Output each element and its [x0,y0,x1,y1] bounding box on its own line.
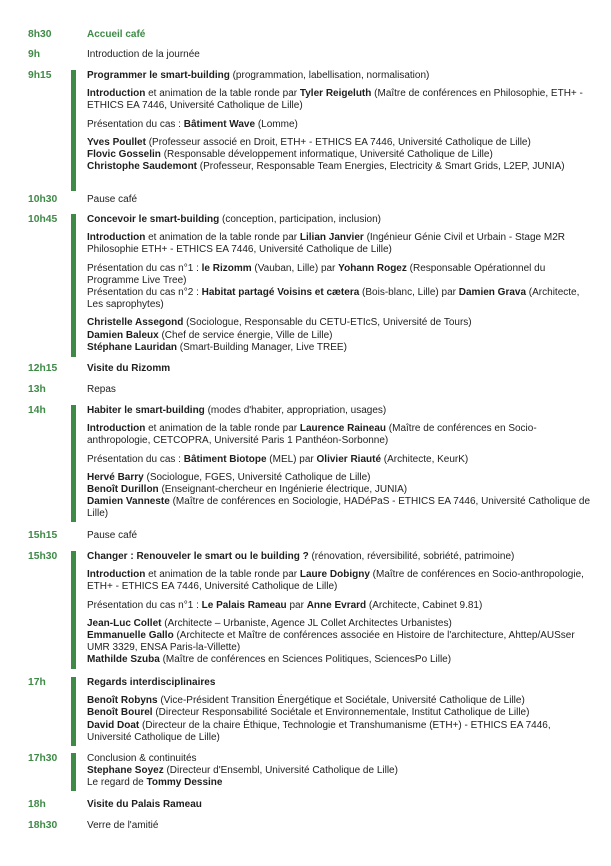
text: (Directeur Responsabilité Sociétale et Environnementale, Institut Catholique de Lille) [152,707,530,719]
speaker-group [87,263,592,312]
time-label: 15h15 [28,530,58,541]
bold-text: Anne Evrard [306,599,367,611]
session-keywords: (programmation, labellisation, normalisation) [229,70,430,81]
speaker-line [87,317,592,329]
bold-text: Bâtiment Wave [183,118,256,130]
speaker-line [87,765,592,777]
bold-text: Damien Vanneste [87,496,170,508]
speaker-group [87,765,592,789]
bold-text: Bâtiment Biotope [183,453,267,465]
session-title-text: Pause café [87,530,138,541]
bold-text: Introduction [87,232,146,244]
speaker-line [87,330,592,342]
text: et animation de la table ronde par [145,423,300,435]
text: Présentation du cas : [87,118,184,130]
bold-text: Introduction [87,423,146,435]
text: (Maître de conférences en Sociologie, HADéPaS - ETHICS EA 7446, Université Catholique de Lille) [87,496,591,520]
session-bar [71,405,76,522]
session-content [87,677,592,744]
time-label: 9h [28,49,41,60]
session-title-text: Accueil café [87,29,146,40]
bold-text: Introduction [87,569,146,581]
session-content [87,363,592,375]
text: (Architecte, Les saprophytes) [87,287,580,311]
session-title [87,530,592,542]
speaker-line [87,161,592,173]
text: Le regard de [87,777,147,789]
session-bar [71,753,76,791]
speaker-line [87,263,592,287]
session-keywords: (conception, participation, inclusion) [219,214,382,225]
session-content [87,194,592,206]
paragraph [87,569,592,593]
session-title [87,551,592,563]
text: (Directeur d'Ensembl, Université Catholique de Lille) [163,765,398,777]
time-label: 17h30 [28,753,58,764]
speaker-line [87,630,592,654]
bold-text: Emmanuelle Gallo [87,630,174,642]
text: (Directeur de la chaire Éthique, Technologie et Transhumanisme (ETH+) - ETHICS EA 7446, Université Catholique de Lille) [87,719,551,743]
session-content [87,49,592,61]
bold-text: Laure Dobigny [299,569,370,581]
time-label: 15h30 [28,551,58,562]
text: (Sociologue, Responsable du CETU-ETIcS, Université de Tours) [183,317,472,329]
text: Présentation du cas n°2 : [87,287,202,299]
bold-text: Yves Poullet [87,136,146,148]
text: (Sociologue, FGES, Université Catholique de Lille) [143,471,371,483]
session-content [87,384,592,396]
text: (Enseignant-chercheur en Ingénierie électrique, JUNIA) [158,484,408,496]
time-label: 12h15 [28,363,58,374]
session-title [87,753,592,765]
speaker-group [87,472,592,521]
session-content [87,799,592,811]
paragraph [87,423,592,447]
bold-text: Yohann Rogez [338,262,407,274]
session-title-text: Programmer le smart-building [87,70,230,81]
time-label: 10h45 [28,214,58,225]
bold-text: David Doat [87,719,140,731]
text: (Maître de conférences en Philosophie, ETH+ - ETHICS EA 7446, Université Catholique de Lille) [87,88,583,112]
time-label: 10h30 [28,194,58,205]
text: (Vauban, Lille) par [251,262,339,274]
text: et animation de la table ronde par [145,232,300,244]
text: (Architecte – Urbaniste, Agence JL Collet Architectes Urbanistes) [161,617,452,629]
session-title-text: Visite du Rizomm [87,363,171,374]
text: (Maître de conférences en Socio-anthropologie, CETCOPRA, Université Paris 1 Panthéon-Sorbonne) [87,423,537,447]
text: (Responsable développement informatique, Université Catholique de Lille) [160,149,493,161]
bold-text: Benoît Bourel [87,707,153,719]
text: (Maître de conférences en Sciences Politiques, SciencesPo Lille) [159,654,452,666]
text: Présentation du cas n°1 : [87,262,202,274]
session-title-text: Pause café [87,194,138,205]
session-content [87,530,592,542]
session-title [87,405,592,417]
session-content [87,70,592,173]
bold-text: Habitat partagé Voisins et cætera [201,287,360,299]
bold-text: Jean-Luc Collet [87,617,162,629]
session-content [87,405,592,521]
speaker-group [87,137,592,174]
session-keywords: (modes d'habiter, appropriation, usages) [204,405,387,416]
speaker-line [87,720,592,744]
bold-text: Benoît Robyns [87,695,158,707]
session-title [87,384,592,396]
bold-text: Hervé Barry [87,471,144,483]
text: (Architecte, KeurK) [381,453,469,465]
speaker-group [87,317,592,354]
time-label: 9h15 [28,70,52,81]
session-title [87,214,592,226]
text: (MEL) par [266,453,317,465]
time-label: 18h [28,799,46,810]
session-bar [71,677,76,746]
text: (Chef de service énergie, Ville de Lille) [158,329,333,341]
session-title [87,29,592,41]
bold-text: Introduction [87,88,146,100]
speaker-line [87,287,592,311]
session-bar [71,214,76,357]
speaker-line [87,618,592,630]
session-title [87,820,592,832]
session-title-text: Verre de l'amitié [87,820,159,831]
time-label: 8h30 [28,29,52,40]
text: (Architecte et Maître de conférences associée en Histoire de l'architecture, Ahttep/AUSser UMR 3329, ENSA Paris-la-Villette) [87,630,575,654]
speaker-line [87,695,592,707]
speaker-line [87,342,592,354]
text: (Ingénieur Génie Civil et Urbain - Stage M2R Philosophie ETH+ - ETHICS EA 7446, Université Catholique de Lille) [87,232,565,256]
paragraph [87,88,592,112]
speaker-group [87,618,592,667]
text: et animation de la table ronde par [145,88,300,100]
session-bar [71,70,76,191]
session-content [87,820,592,832]
session-title [87,799,592,811]
bold-text: le Rizomm [201,262,252,274]
session-title [87,70,592,82]
text: (Lomme) [255,118,298,130]
text: Présentation du cas n°1 : [87,599,202,611]
speaker-line [87,777,592,789]
time-label: 14h [28,405,46,416]
bold-text: Stephane Soyez [87,765,164,777]
speaker-line [87,654,592,666]
session-content [87,29,592,41]
session-title-text: Regards interdisciplinaires [87,677,216,688]
speaker-line [87,149,592,161]
text: (Responsable Opérationnel du Programme Live Tree) [87,262,546,286]
session-title-text: Repas [87,384,116,395]
bold-text: Damien Grava [458,287,527,299]
text: et animation de la table ronde par [145,569,300,581]
time-label: 13h [28,384,46,395]
bold-text: Christophe Saudemont [87,161,198,173]
bold-text: Lilian Janvier [299,232,364,244]
text: (Vice-Président Transition Énergétique et Sociétale, Université Catholique de Lille) [157,695,525,707]
speaker-line [87,484,592,496]
text: (Bois-blanc, Lille) par [359,287,459,299]
paragraph [87,454,592,466]
text: par [286,599,307,611]
text: (Architecte, Cabinet 9.81) [366,599,483,611]
session-title-text: Habiter le smart-building [87,405,205,416]
speaker-line [87,137,592,149]
session-title [87,49,592,61]
bold-text: Benoît Durillon [87,484,159,496]
time-label: 17h [28,677,46,688]
session-title-text: Concevoir le smart-building [87,214,220,225]
session-title-text: Conclusion & continuités [87,753,197,764]
session-content [87,753,592,790]
bold-text: Mathilde Szuba [87,654,160,666]
bold-text: Le Palais Rameau [201,599,287,611]
session-title [87,677,592,689]
text: (Professeur associé en Droit, ETH+ - ETHICS EA 7446, Université Catholique de Lille) [145,136,531,148]
time-label: 18h30 [28,820,58,831]
bold-text: Laurence Raineau [299,423,387,435]
bold-text: Flovic Gosselin [87,149,161,161]
session-title-text: Introduction de la journée [87,49,200,60]
session-title-text: Visite du Palais Rameau [87,799,202,810]
speaker-line [87,496,592,520]
session-title [87,194,592,206]
speaker-group [87,695,592,744]
bold-text: Tyler Reigeluth [299,88,372,100]
paragraph [87,232,592,256]
text: (Maître de conférences en Socio-anthropologie, ETH+ - ETHICS EA 7446, Université Catholique de Lille) [87,569,584,593]
session-content [87,214,592,354]
text: Présentation du cas : [87,453,184,465]
text: (Professeur, Responsable Team Energies, Electricity & Smart Grids, L2EP, JUNIA) [197,161,565,173]
speaker-line [87,707,592,719]
paragraph [87,119,592,131]
bold-text: Tommy Dessine [146,777,223,789]
session-title-text: Changer : Renouveler le smart ou le building ? [87,551,309,562]
bold-text: Damien Baleux [87,329,159,341]
bold-text: Stéphane Lauridan [87,341,178,353]
session-title [87,363,592,375]
speaker-line [87,472,592,484]
session-bar [71,551,76,669]
session-content [87,551,592,667]
paragraph [87,600,592,612]
bold-text: Christelle Assegond [87,317,184,329]
session-keywords: (rénovation, réversibilité, sobriété, patrimoine) [308,551,515,562]
bold-text: Olivier Riauté [316,453,381,465]
text: (Smart-Building Manager, Live TREE) [177,341,347,353]
